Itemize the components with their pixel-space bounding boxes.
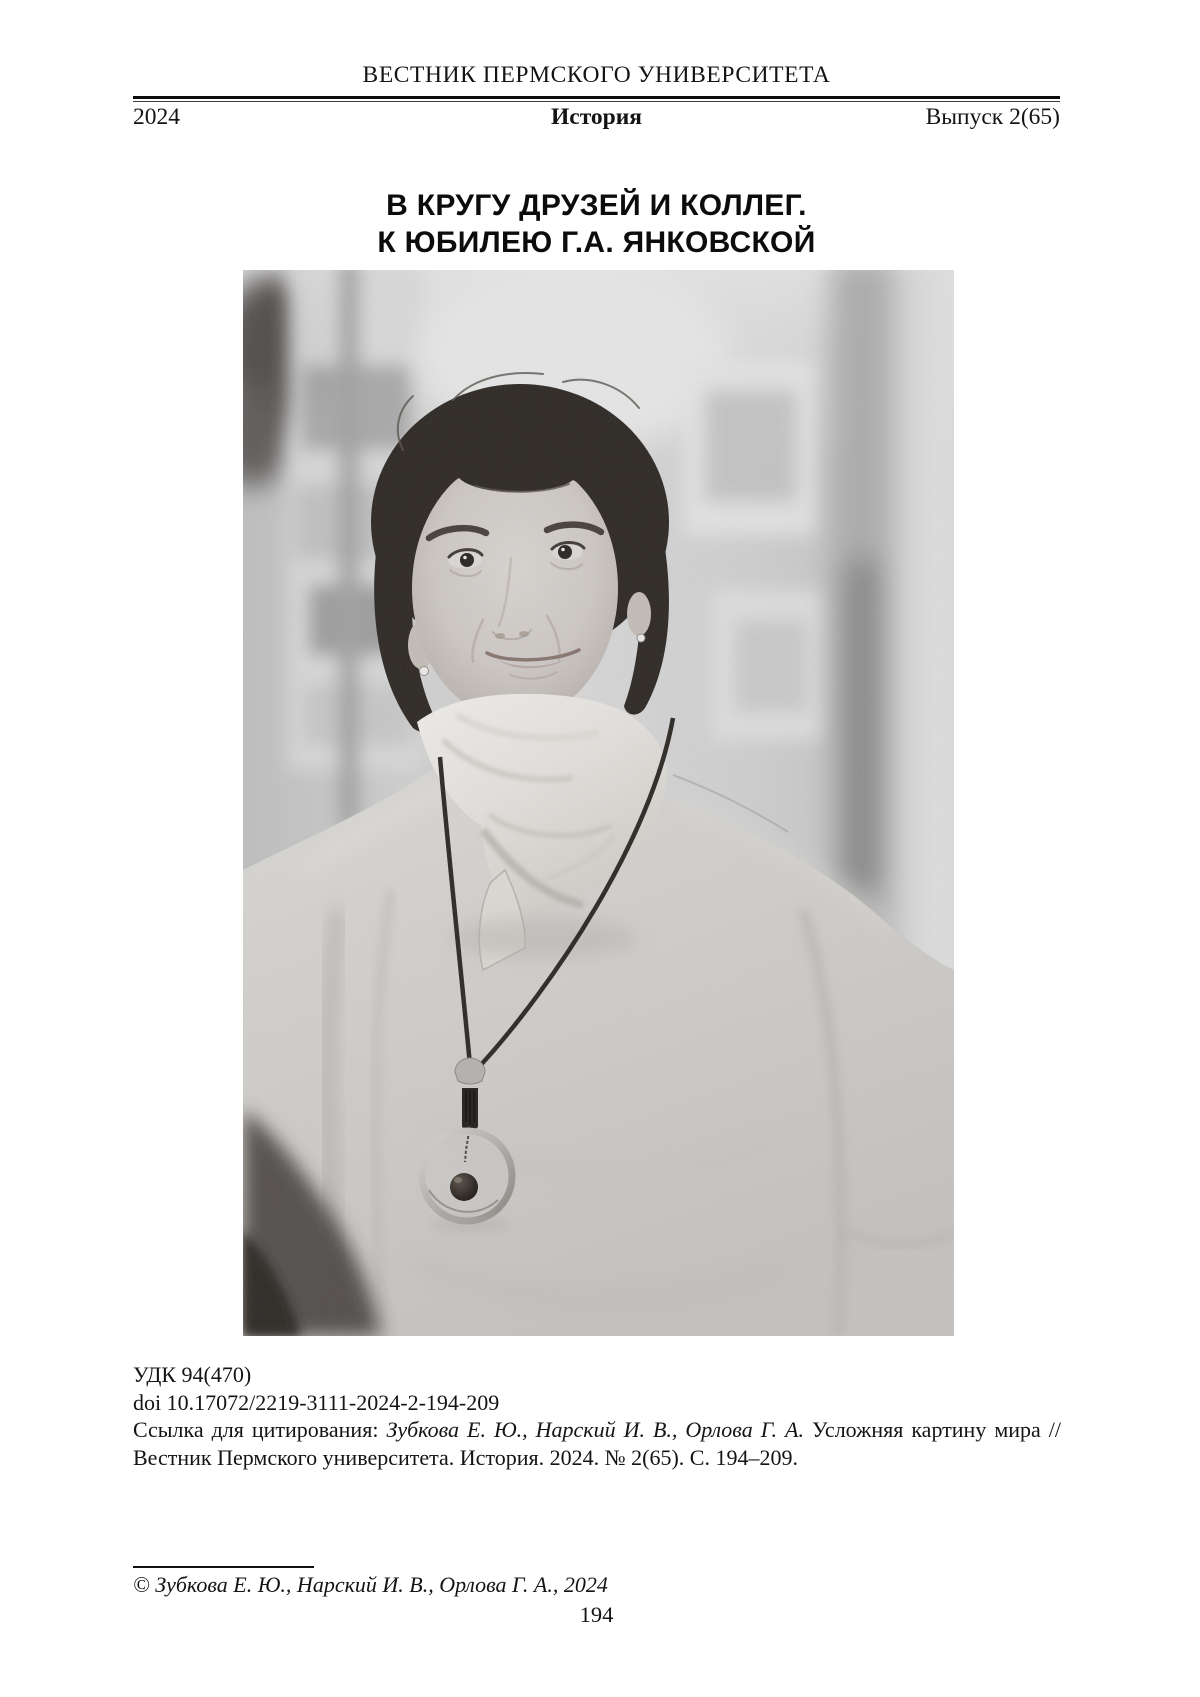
- issue-number: Выпуск 2(65): [925, 104, 1060, 130]
- citation-line: [133, 1416, 1061, 1471]
- page-number: 194: [579, 1602, 614, 1627]
- article-title-line1: В КРУГУ ДРУЗЕЙ И КОЛЛЕГ.: [386, 189, 807, 223]
- copyright-line: © Зубкова Е. Ю., Нарский И. В., Орлова Г. А., 2024: [133, 1572, 608, 1597]
- article-title: [133, 187, 1060, 261]
- doi-line: doi 10.17072/2219-3111-2024-2-194-209: [133, 1389, 500, 1415]
- udc-line: УДК 94(470): [133, 1362, 252, 1387]
- citation-rest: Усложняя картину мира // Вестник Пермского университета. История. 2024. № 2(65). С. 194–209.: [133, 1417, 1061, 1470]
- footnote-rule: [133, 1566, 314, 1568]
- article-title-line2: К ЮБИЛЕЮ Г.А. ЯНКОВСКОЙ: [377, 226, 816, 260]
- citation-prefix: Ссылка для цитирования:: [133, 1417, 387, 1443]
- issue-year: 2024: [133, 104, 180, 130]
- header-rule: [133, 96, 1060, 102]
- article-meta: [133, 1361, 1061, 1471]
- journal-section: История: [550, 104, 643, 130]
- issue-row: [133, 104, 1060, 134]
- portrait-illustration: [243, 270, 954, 1336]
- citation-authors: Зубкова Е. Ю., Нарский И. В., Орлова Г. А.: [386, 1417, 804, 1443]
- portrait-photo: [243, 270, 954, 1336]
- photo-grain: [243, 270, 954, 1336]
- journal-masthead: ВЕСТНИК ПЕРМСКОГО УНИВЕРСИТЕТА: [362, 62, 831, 88]
